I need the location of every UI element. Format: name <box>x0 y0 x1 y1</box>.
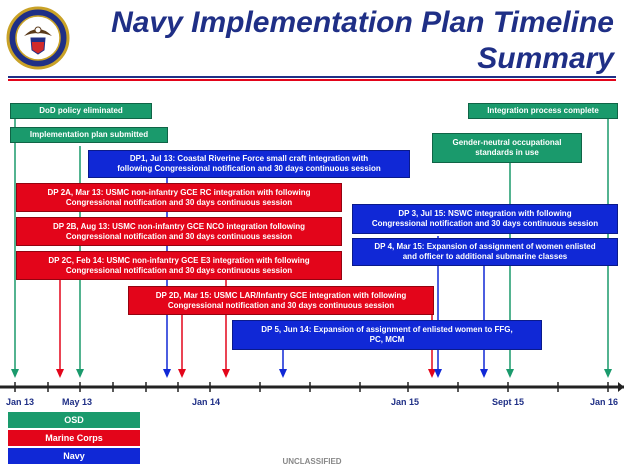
timeline-axis <box>0 382 624 392</box>
tick-label-jan-15: Jan 15 <box>390 397 420 407</box>
event-dp2a: DP 2A, Mar 13: USMC non-infantry GCE RC integration with following Congressional notification and 30 days continuous session <box>16 183 342 212</box>
tick-label-jan-16: Jan 16 <box>589 397 619 407</box>
classification-footer: UNCLASSIFIED <box>282 457 342 466</box>
tick-label-may-13: May 13 <box>61 397 93 407</box>
event-integration-complete: Integration process complete <box>468 103 618 119</box>
tick-label-sept-15: Sept 15 <box>491 397 525 407</box>
event-dp2c: DP 2C, Feb 14: USMC non-infantry GCE E3 integration with following Congressional notification and 30 days continuous session <box>16 251 342 280</box>
legend-navy: Navy <box>8 448 140 464</box>
navy-seal-icon <box>8 8 68 68</box>
event-dp4: DP 4, Mar 15: Expansion of assignment of women enlisted and officer to additional submarine classes <box>352 238 618 266</box>
event-dp5: DP 5, Jun 14: Expansion of assignment of enlisted women to FFG, PC, MCM <box>232 320 542 350</box>
title-rule-red <box>8 79 616 81</box>
event-implementation-plan-submitted: Implementation plan submitted <box>10 127 168 143</box>
event-dod-policy-eliminated: DoD policy eliminated <box>10 103 152 119</box>
event-gender-neutral-standards: Gender-neutral occupational standards in use <box>432 133 582 163</box>
legend-marine-corps: Marine Corps <box>8 430 140 446</box>
event-dp2d: DP 2D, Mar 15: USMC LAR/Infantry GCE integration with following Congressional notification and 30 days continuous session <box>128 286 434 315</box>
title-rule-blue <box>8 76 616 78</box>
legend-osd: OSD <box>8 412 140 428</box>
event-dp3: DP 3, Jul 15: NSWC integration with following Congressional notification and 30 days continuous session <box>352 204 618 234</box>
page-title-line-1: Navy Implementation Plan Timeline <box>111 6 614 39</box>
tick-label-jan-14: Jan 14 <box>191 397 221 407</box>
page-title-line-2: Summary <box>477 42 614 75</box>
tick-label-jan-13: Jan 13 <box>5 397 35 407</box>
event-dp2b: DP 2B, Aug 13: USMC non-infantry GCE NCO integration following Congressional notification and 30 days continuous session <box>16 217 342 246</box>
event-dp1: DP1, Jul 13: Coastal Riverine Force small craft integration with following Congressional notification and 30 days continuous session <box>88 150 410 178</box>
